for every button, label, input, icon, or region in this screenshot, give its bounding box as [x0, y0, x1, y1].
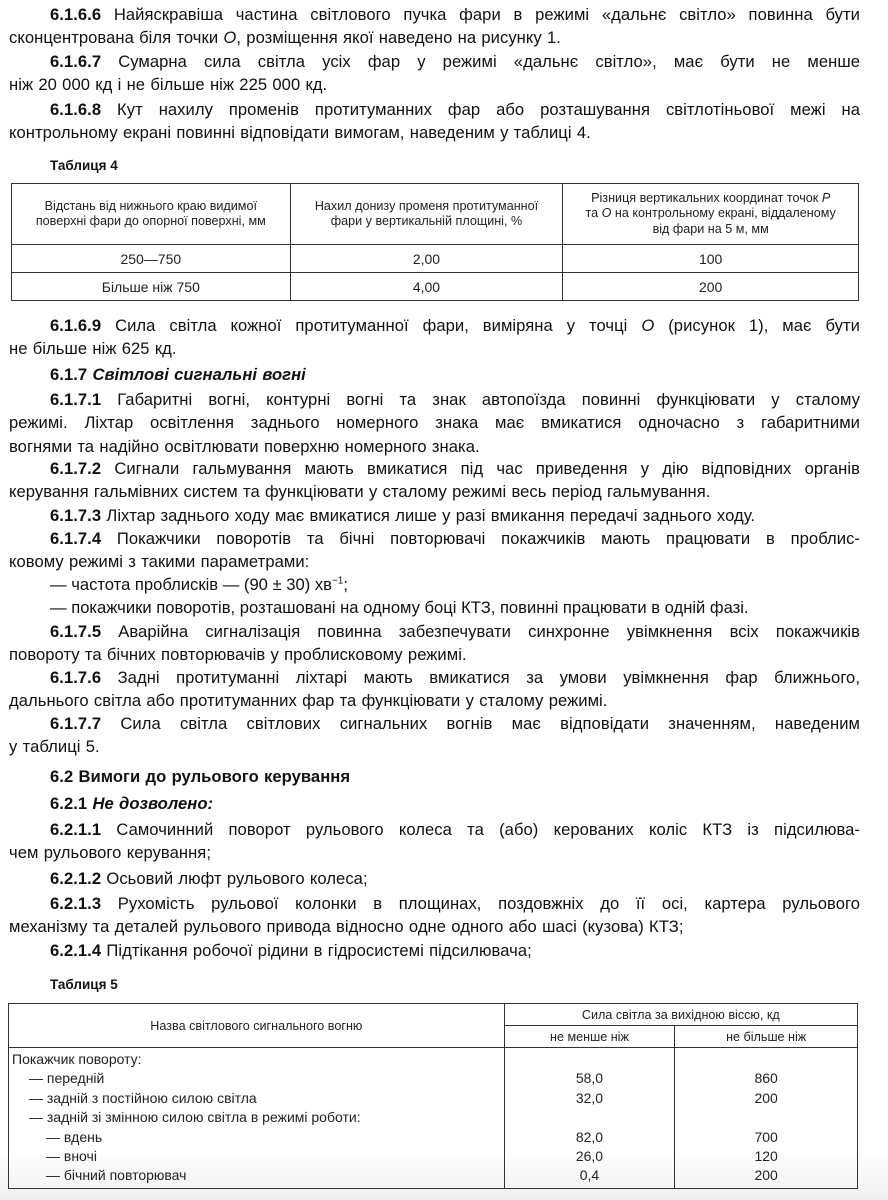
section-title: Не дозволено:	[92, 794, 214, 813]
paragraph-6-1-7-4	[9, 527, 860, 574]
paragraph-text: ніж 20 000 кд і не більше ніж 225 000 кд.	[9, 75, 328, 95]
table-value: 120	[754, 1147, 778, 1164]
table-value: 860	[754, 1070, 778, 1087]
paragraph-text: режимі. Ліхтар освітлення заднього номерного знака має вмикатися одночасно з габаритними	[9, 413, 860, 433]
table-header-row	[9, 1004, 858, 1026]
paragraph-6-1-6-6	[9, 3, 860, 50]
table-row	[12, 245, 859, 273]
paragraph-6-2-1-2	[9, 867, 860, 890]
table-value: 200	[754, 1089, 778, 1106]
superscript: −1	[331, 575, 344, 587]
table-header-cell	[563, 184, 859, 245]
clause-number: 6.1.7.1	[50, 390, 102, 409]
header-text: поверхні фари до опорної поверхні, мм	[35, 214, 266, 228]
point-label: О	[223, 28, 237, 48]
table-row	[12, 273, 859, 301]
table-header-cell: Сила світла за вихідною віссю, кд	[504, 1004, 857, 1026]
clause-number: 6.1.6.8	[50, 100, 102, 119]
header-text: Різниця вертикальних координат точок	[591, 190, 822, 205]
list-item	[50, 573, 348, 596]
clause-number: 6.2.1.1	[50, 820, 102, 839]
clause-number: 6.2.1	[50, 794, 88, 813]
clause-number: 6.1.7.7	[50, 714, 102, 733]
table-value: 32,0	[575, 1089, 604, 1106]
table-row-label: — бічний повторювач	[46, 1167, 187, 1184]
clause-number: 6.2.1.3	[50, 894, 102, 913]
paragraph-text: сконцентрована біля точки	[9, 28, 224, 48]
paragraph-text: контрольному екрані повинні відповідати вимогам, наведеним у таблиці 4.	[9, 123, 591, 143]
section-heading-6-2	[9, 765, 860, 788]
table-value	[675, 1108, 857, 1127]
paragraph-text: Задні протитуманні ліхтарі мають вмикатися за умови увімкнення фар ближнього,	[117, 668, 860, 687]
header-text: від фари на 5 м, мм	[652, 221, 769, 236]
clause-number: 6.1.7.3	[50, 506, 102, 525]
table-5-caption: Таблиця 5	[50, 977, 118, 992]
table-header-row	[12, 184, 859, 245]
paragraph-text: Кут нахилу променів протитуманних фар або розташування світлотіньової межі на	[117, 100, 860, 119]
section-heading-6-2-1	[9, 792, 860, 815]
table-4-caption: Таблиця 4	[50, 158, 118, 173]
table-cell	[9, 1048, 505, 1189]
table-header-cell: Назва світлового сигнального вогню	[9, 1004, 505, 1048]
clause-number: 6.2.1.4	[50, 941, 102, 960]
paragraph-text: Сигнали гальмування мають вмикатися під час приведення у дію відповідних органів	[114, 459, 861, 478]
table-row-label: — вдень	[46, 1128, 103, 1145]
table-row-label: — вночі	[46, 1148, 97, 1165]
table-row-label: Покажчик повороту:	[12, 1051, 142, 1067]
table-cell	[504, 1048, 675, 1189]
paragraph-6-2-1-4	[9, 939, 860, 962]
clause-number: 6.1.7.5	[50, 622, 102, 641]
paragraph-text: Сила світла кожної протитуманної фари, виміряна у точці	[115, 316, 642, 335]
clause-number: 6.1.6.7	[50, 52, 102, 71]
table-body-row	[9, 1048, 858, 1189]
paragraph-text: повороту та бічних повторювачів у проблисковому режимі.	[9, 645, 467, 665]
clause-number: 6.2.1.2	[50, 869, 102, 888]
table-header-cell	[12, 184, 291, 245]
paragraph-6-1-6-8	[9, 98, 860, 145]
paragraph-text: чем рульового керування;	[9, 843, 212, 863]
header-text: Відстань від нижнього краю видимої	[44, 198, 257, 213]
table-value: 26,0	[575, 1147, 604, 1164]
paragraph-6-1-6-9	[9, 314, 860, 361]
clause-number: 6.1.7.6	[50, 668, 102, 687]
paragraph-text: Покажчики поворотів та бічні повторювачі покажчиків мають працювати в проблис-	[116, 529, 860, 548]
paragraph-6-1-7-1	[9, 388, 860, 458]
table-value	[675, 1050, 857, 1069]
paragraph-text: Рухомість рульової колонки в площинах, поздовжніх до її осі, картера рульового	[117, 894, 860, 913]
table-value	[505, 1108, 675, 1127]
clause-number: 6.1.6.6	[50, 5, 102, 24]
section-heading-6-1-7	[9, 363, 860, 386]
paragraph-text: Ліхтар заднього ходу має вмикатися лише у разі вмикання передачі заднього ходу.	[106, 506, 756, 525]
table-value: 700	[754, 1128, 778, 1145]
paragraph-text: Самочинний поворот рульового колеса та (або) керованих коліс КТЗ із підсилюва-	[116, 820, 860, 839]
clause-number: 6.1.7.4	[50, 529, 102, 548]
table-cell: 250—750	[12, 245, 291, 273]
header-text: на контрольному екрані, віддаленому	[611, 206, 836, 221]
clause-number: 6.2	[50, 767, 74, 786]
paragraph-text: Сумарна сила світла усіх фар у режимі «дальнє світло», має бути не менше	[118, 52, 860, 71]
table-header-cell: не більше ніж	[675, 1026, 858, 1048]
table-value: 0,4	[579, 1167, 600, 1184]
paragraph-text: Сила світла світлових сигнальних вогнів має відповідати значенням, наведеним	[120, 714, 860, 733]
header-text: Нахил донизу променя протитуманної	[314, 198, 539, 213]
paragraph-6-1-7-5	[9, 620, 860, 667]
list-item: — покажчики поворотів, розташовані на одному боці КТЗ, повинні працювати в одній фазі.	[50, 598, 749, 617]
paragraph-6-1-6-7	[9, 50, 860, 97]
table-value: 200	[754, 1167, 778, 1184]
section-title: Вимоги до рульового керування	[78, 767, 351, 786]
paragraph-6-1-7-2	[9, 457, 860, 504]
paragraph-6-2-1-1	[9, 818, 860, 865]
section-title: Світлові сигнальні вогні	[92, 365, 306, 384]
paragraph-text: Габаритні вогні, контурні вогні та знак автопоїзда повинні функціювати у сталому	[117, 390, 860, 409]
table-4	[11, 183, 859, 301]
table-header-cell: не менше ніж	[504, 1026, 675, 1048]
paragraph-text: (рисунок 1), має бути	[654, 316, 860, 335]
paragraph-text: вогнями та надійно освітлювати поверхню номерного знака.	[9, 436, 480, 456]
list-item-text: — частота проблисків — (90 ± 30) хв	[50, 575, 332, 594]
clause-number: 6.1.6.9	[50, 316, 102, 335]
paragraph-text: дальнього світла або протитуманних фар та функціювати у сталому режимі.	[9, 691, 608, 711]
paragraph-text: Осьовий люфт рульового колеса;	[106, 869, 368, 888]
clause-number: 6.1.7.2	[50, 459, 102, 478]
paragraph-text: механізму та деталей рульового привода відносно одне одного або шасі (кузова) КТЗ;	[9, 917, 684, 937]
paragraph-text: керування гальмівних систем та функціювати у сталому режимі весь період гальмування.	[9, 482, 711, 502]
table-cell: 4,00	[290, 273, 563, 301]
table-cell: 100	[563, 245, 859, 273]
table-row-label: — передній	[29, 1070, 105, 1087]
table-value: 58,0	[575, 1070, 604, 1087]
paragraph-6-2-1-3	[9, 892, 860, 939]
paragraph-text: Найяскравіша частина світлового пучка фари в режимі «дальнє світло» повинна бути	[113, 5, 860, 24]
table-cell: 2,00	[290, 245, 563, 273]
header-text: та	[585, 206, 602, 221]
table-cell: Більше ніж 750	[12, 273, 291, 301]
paragraph-6-1-7-3	[9, 504, 860, 527]
paragraph-text: ковому режимі з такими параметрами:	[9, 552, 310, 572]
paragraph-6-1-7-6	[9, 666, 860, 713]
table-row-label: — задній зі змінною силою світла в режимі роботи:	[29, 1109, 361, 1126]
table-value	[505, 1050, 675, 1069]
paragraph-text: у таблиці 5.	[9, 737, 100, 757]
paragraph-text: Підтікання робочої рідини в гідросистемі підсилювача;	[106, 941, 532, 960]
table-5	[8, 1003, 858, 1189]
table-header-cell	[290, 184, 563, 245]
paragraph-6-1-7-7	[9, 712, 860, 759]
table-cell: 200	[563, 273, 859, 301]
point-label: Р	[821, 190, 831, 205]
header-text: фари у вертикальній площині, %	[330, 214, 523, 228]
list-item-text: ;	[343, 575, 348, 594]
paragraph-text: Аварійна сигналізація повинна забезпечувати синхронне увімкнення всіх покажчиків	[118, 622, 860, 641]
paragraph-text: не більше ніж 625 кд.	[9, 339, 177, 359]
table-value: 82,0	[575, 1128, 604, 1145]
point-label: О	[601, 206, 612, 221]
table-row-label: — задній з постійною силою світла	[29, 1089, 257, 1106]
point-label: О	[641, 316, 655, 335]
table-cell	[675, 1048, 858, 1189]
paragraph-text: , розміщення якої наведено на рисунку 1.	[236, 28, 561, 48]
clause-number: 6.1.7	[50, 365, 88, 384]
